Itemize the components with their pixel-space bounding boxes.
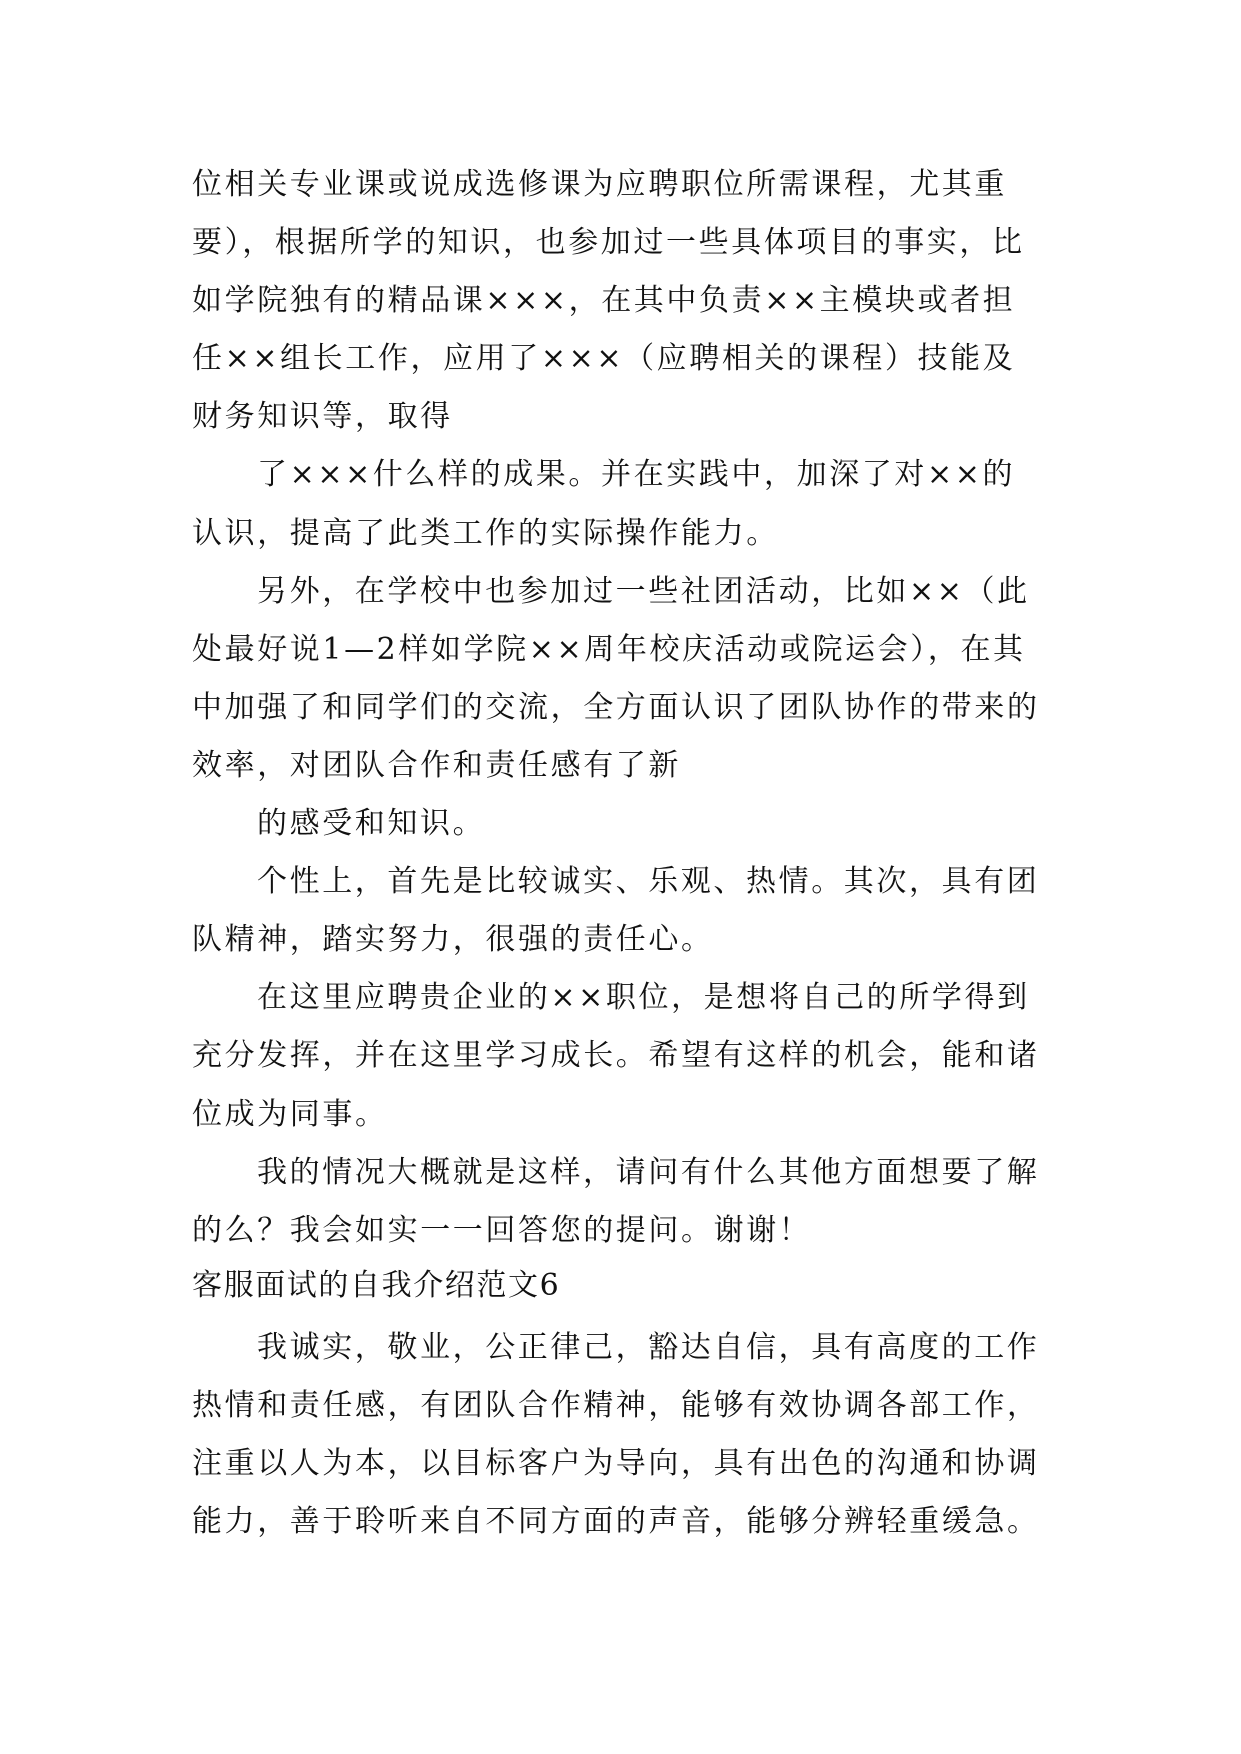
text-line: 任××组长工作，应用了×××（应聘相关的课程）技能及 [192, 341, 1016, 377]
text-line: 中加强了和同学们的交流，全方面认识了团队协作的带来的 [192, 689, 1040, 725]
text-line: 个性上，首先是比较诚实、乐观、热情。其次，具有团 [257, 864, 1040, 900]
text-line: 要），根据所学的知识，也参加过一些具体项目的事实，比 [192, 225, 1025, 261]
text-line: 处最好说1—2样如学院××周年校庆活动或院运会），在其 [192, 631, 1026, 667]
text-line: 的感受和知识。 [257, 806, 486, 842]
text-line: 注重以人为本，以目标客户为导向，具有出色的沟通和协调 [192, 1445, 1040, 1481]
text-line: 队精神，踏实努力，很强的责任心。 [192, 922, 714, 958]
text-line: 的么？我会如实一一回答您的提问。谢谢！ [192, 1212, 812, 1248]
text-line: 如学院独有的精品课×××，在其中负责××主模块或者担 [192, 283, 1016, 319]
text-line: 财务知识等，取得 [192, 399, 453, 435]
section-heading: 客服面试的自我介绍范文6 [192, 1267, 561, 1303]
text-line: 充分发挥，并在这里学习成长。希望有这样的机会，能和诸 [192, 1038, 1040, 1074]
text-line: 了×××什么样的成果。并在实践中，加深了对××的 [257, 457, 1016, 493]
text-line: 位相关专业课或说成选修课为应聘职位所需课程，尤其重 [192, 167, 1007, 202]
text-line: 热情和责任感，有团队合作精神，能够有效协调各部工作， [192, 1387, 1040, 1423]
document-body [192, 156, 1052, 1551]
text-line: 效率，对团队合作和责任感有了新 [192, 747, 681, 783]
text-line: 我诚实，敬业，公正律己，豁达自信，具有高度的工作 [257, 1329, 1040, 1365]
text-line: 另外，在学校中也参加过一些社团活动，比如××（此 [257, 573, 1030, 609]
text-line: 位成为同事。 [192, 1096, 388, 1132]
text-line: 我的情况大概就是这样，请问有什么其他方面想要了解 [257, 1154, 1040, 1190]
text-line: 认识，提高了此类工作的实际操作能力。 [192, 515, 779, 551]
text-line: 在这里应聘贵企业的××职位，是想将自己的所学得到 [257, 980, 1030, 1016]
text-line: 能力，善于聆听来自不同方面的声音，能够分辨轻重缓急。 [192, 1504, 1040, 1540]
